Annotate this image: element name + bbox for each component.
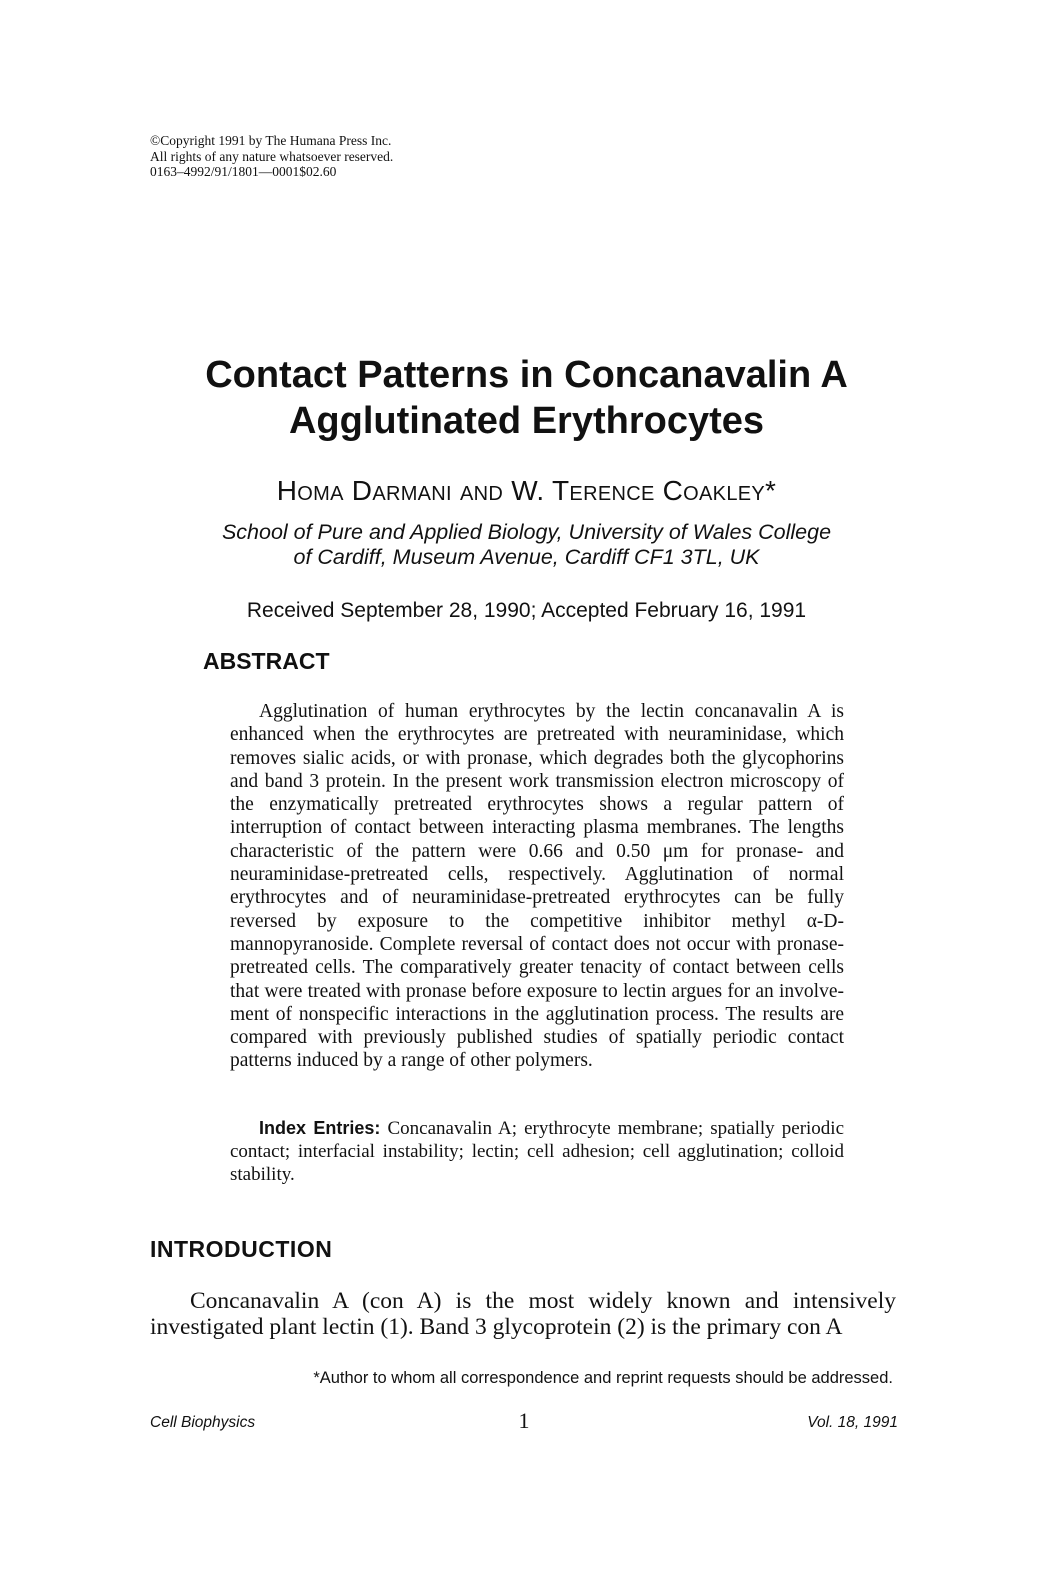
introduction-text: Concanavalin A (con A) is the most widely known and intensively investigated plant lectin (1). Band 3 glycoprotein (2) is the primary con A	[150, 1288, 896, 1340]
journal-name: Cell Biophysics	[150, 1414, 256, 1431]
affiliation-line-2: of Cardiff, Museum Avenue, Cardiff CF1 3TL, UK	[293, 545, 760, 569]
received-dates: Received September 28, 1990; Accepted February 16, 1991	[246, 599, 807, 622]
index-entries-text: Concanavalin A; erythrocyte membrane; spatially periodic contact; interfacial instability; lectin; cell adhesion; cell agglutination; colloid stability.	[230, 1118, 845, 1185]
abstract-text: Agglutination of human erythrocytes by the lectin concanavalin A is enhanced when the erythrocytes are pretreated with neuraminidase, which removes sialic acids, or with pronase, which degrades both the glycophorins and band 3 protein. In the present work transmission electron microscopy of the enzymatically pretreated erythrocytes shows a regular pattern of interruption of contact between interacting plasma membranes. The lengths characteristic of the pattern were 0.66 and 0.50 μm for pronase- and neuraminidase-pretreated cells, respectively. Agglutination of normal erythrocytes and of neuraminidase-pretreated erythrocytes can be fully reversed by exposure to the competitive inhibitor methyl α-D-mannopyranoside. Complete reversal of contact does not occur with pronase-pretreated cells. The comparatively greater tenacity of contact between cells that were treated with pronase before exposure to lectin argues for an involvement of nonspecific interactions in the agglutination process. The results are compared with previously published studies of spatially periodic contact patterns induced by a range of other polymers.	[230, 701, 844, 1072]
page-footer	[150, 1408, 898, 1438]
issn-line: 0163–4992/91/1801—0001$02.60	[150, 164, 337, 179]
abstract-heading: ABSTRACT	[203, 648, 330, 674]
volume-info: Vol. 18, 1991	[807, 1414, 898, 1431]
affiliation-line-1: School of Pure and Applied Biology, University of Wales College	[221, 520, 832, 544]
title-line-1: Contact Patterns in Concanavalin A	[205, 354, 848, 396]
rights-line: All rights of any nature whatsoever reserved.	[150, 148, 394, 164]
page-number: 1	[518, 1408, 530, 1433]
introduction-heading: INTRODUCTION	[150, 1236, 333, 1262]
author-footnote: *Author to whom all correspondence and reprint requests should be addressed.	[313, 1369, 893, 1387]
copyright-notice	[150, 133, 570, 180]
copyright-line: ©Copyright 1991 by The Humana Press Inc.	[150, 133, 392, 148]
author-list: Homa Darmani and W. Terence Coakley*	[276, 475, 777, 506]
title-line-2: Agglutinated Erythrocytes	[288, 400, 765, 442]
index-entries-label: Index Entries:	[259, 1118, 381, 1138]
index-entries	[230, 1117, 844, 1186]
author-affiliation	[120, 520, 933, 570]
article-title	[90, 352, 963, 444]
